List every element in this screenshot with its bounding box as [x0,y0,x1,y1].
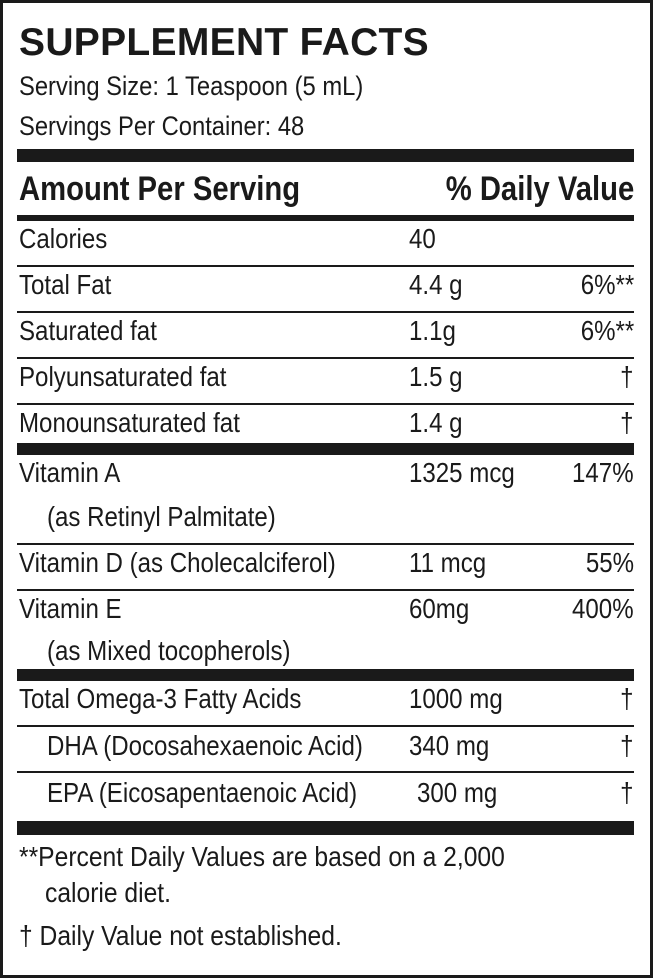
nutrient-dv: † [620,361,634,392]
row-rule [17,311,634,313]
servings-per-container: Servings Per Container: 48 [19,111,305,141]
row-rule [17,265,634,267]
row-rule [17,725,634,727]
nutrient-name: Vitamin E [19,593,122,624]
nutrient-amount: 1.1g [409,315,456,346]
nutrient-amount: 1.4 g [409,407,463,438]
divider-thick [17,821,634,835]
nutrient-dv: † [620,407,634,438]
row-rule [17,403,634,405]
row-rule [17,357,634,359]
nutrient-name: Monounsaturated fat [19,407,240,438]
nutrient-amount: 40 [409,223,436,254]
nutrient-name: Calories [19,223,108,254]
nutrient-dv: † [620,683,634,714]
nutrient-source: (as Retinyl Palmitate) [47,501,276,532]
nutrient-dv: 6%** [580,315,634,346]
nutrient-amount: 1325 mcg [409,457,515,488]
nutrient-name: Polyunsaturated fat [19,361,227,392]
footnote-calorie-diet: calorie diet. [45,877,172,908]
divider-medium [17,215,634,221]
divider-thick [17,669,634,681]
nutrient-amount: 11 mcg [409,547,487,578]
nutrient-name: DHA (Docosahexaenoic Acid) [47,730,363,761]
header-daily-value: % Daily Value [445,170,634,208]
nutrient-name: Total Fat [19,269,112,300]
nutrient-name: Saturated fat [19,315,157,346]
serving-size: Serving Size: 1 Teaspoon (5 mL) [19,71,364,101]
nutrient-dv: † [620,777,634,808]
footnote-not-established: † Daily Value not established. [19,920,342,951]
panel-title: SUPPLEMENT FACTS [19,21,429,64]
nutrient-name: EPA (Eicosapentaenoic Acid) [47,777,358,808]
header-amount-per-serving: Amount Per Serving [19,170,301,208]
nutrient-amount: 1000 mg [409,683,503,714]
row-rule [17,543,634,545]
nutrient-dv: 6%** [580,269,634,300]
nutrient-name: Vitamin A [19,457,121,488]
nutrient-name: Total Omega-3 Fatty Acids [19,683,302,714]
nutrient-amount: 60mg [409,593,470,624]
divider-thick [17,443,634,455]
row-rule [17,589,634,591]
divider-thick [17,149,634,162]
nutrient-amount: 300 mg [417,777,498,808]
nutrient-amount: 4.4 g [409,269,463,300]
nutrient-dv: 147% [572,457,634,488]
nutrient-dv: 400% [572,593,634,624]
footnote-daily-values: **Percent Daily Values are based on a 2,000 [19,841,505,872]
nutrient-dv: 55% [585,547,634,578]
row-rule [17,771,634,773]
nutrient-dv: † [620,730,634,761]
nutrient-amount: 1.5 g [409,361,463,392]
nutrient-name: Vitamin D (as Cholecalciferol) [19,547,336,578]
nutrient-source: (as Mixed tocopherols) [47,635,291,666]
nutrient-amount: 340 mg [409,730,490,761]
